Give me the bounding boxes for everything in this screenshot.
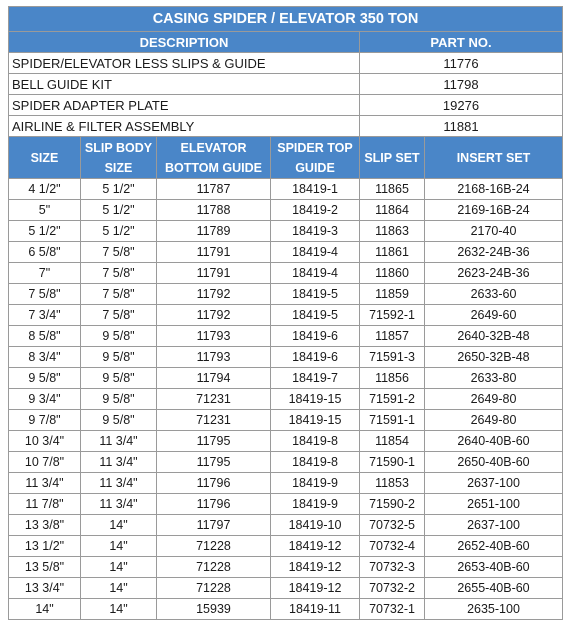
table-row (9, 389, 563, 410)
table-cell: 11796 (157, 494, 271, 515)
part-number: 11798 (360, 74, 563, 95)
table-row (9, 431, 563, 452)
part-number: 11881 (360, 116, 563, 137)
table-cell: 11854 (360, 431, 425, 452)
table-cell: 11863 (360, 221, 425, 242)
table-cell: 18419-8 (271, 452, 360, 473)
table-row (9, 368, 563, 389)
table-cell: 18419-4 (271, 263, 360, 284)
table-cell: 8 3/4" (9, 347, 81, 368)
table-cell: 11 7/8" (9, 494, 81, 515)
table-cell: 18419-15 (271, 410, 360, 431)
table-cell: 9 5/8" (81, 347, 157, 368)
table-row (9, 284, 563, 305)
table-cell: 11 3/4" (81, 452, 157, 473)
parts-sheet (8, 6, 562, 620)
table-cell: 5 1/2" (81, 200, 157, 221)
table-cell: 71590-2 (360, 494, 425, 515)
column-header: SIZE (9, 137, 81, 179)
table-row (9, 221, 563, 242)
table-cell: 2637-100 (425, 473, 563, 494)
table-row (9, 536, 563, 557)
table-cell: 11864 (360, 200, 425, 221)
table-cell: 71591-1 (360, 410, 425, 431)
table-cell: 71590-1 (360, 452, 425, 473)
table-cell: 5 1/2" (81, 179, 157, 200)
table-cell: 18419-12 (271, 536, 360, 557)
part-row (9, 116, 563, 137)
table-cell: 11 3/4" (81, 473, 157, 494)
table-cell: 14" (81, 515, 157, 536)
table-cell: 18419-1 (271, 179, 360, 200)
table-cell: 11 3/4" (81, 494, 157, 515)
table-row (9, 515, 563, 536)
part-description: BELL GUIDE KIT (9, 74, 360, 95)
table-cell: 6 5/8" (9, 242, 81, 263)
table-cell: 7 3/4" (9, 305, 81, 326)
table-title: CASING SPIDER / ELEVATOR 350 TON (9, 7, 563, 32)
table-cell: 11860 (360, 263, 425, 284)
table-cell: 2655-40B-60 (425, 578, 563, 599)
table-row (9, 242, 563, 263)
table-cell: 71231 (157, 410, 271, 431)
table-cell: 11853 (360, 473, 425, 494)
table-row (9, 494, 563, 515)
table-cell: 18419-9 (271, 473, 360, 494)
column-header: SLIP BODY SIZE (81, 137, 157, 179)
table-cell: 11793 (157, 326, 271, 347)
table-cell: 18419-12 (271, 578, 360, 599)
table-cell: 13 3/8" (9, 515, 81, 536)
table-cell: 2653-40B-60 (425, 557, 563, 578)
table-row (9, 263, 563, 284)
table-cell: 11794 (157, 368, 271, 389)
table-cell: 15939 (157, 599, 271, 620)
table-cell: 2650-32B-48 (425, 347, 563, 368)
table-cell: 2633-80 (425, 368, 563, 389)
part-description: SPIDER ADAPTER PLATE (9, 95, 360, 116)
table-cell: 14" (81, 578, 157, 599)
table-row (9, 473, 563, 494)
table-cell: 7 5/8" (81, 284, 157, 305)
table-cell: 71592-1 (360, 305, 425, 326)
table-cell: 9 5/8" (81, 389, 157, 410)
table-cell: 5 1/2" (9, 221, 81, 242)
table-cell: 5" (9, 200, 81, 221)
table-row (9, 200, 563, 221)
table-cell: 11856 (360, 368, 425, 389)
table-cell: 18419-12 (271, 557, 360, 578)
table-row (9, 452, 563, 473)
table-cell: 11795 (157, 431, 271, 452)
table-cell: 2632-24B-36 (425, 242, 563, 263)
table-cell: 7 5/8" (81, 263, 157, 284)
table-cell: 71591-2 (360, 389, 425, 410)
table-cell: 2649-80 (425, 410, 563, 431)
table-cell: 7" (9, 263, 81, 284)
table-cell: 13 3/4" (9, 578, 81, 599)
table-cell: 11788 (157, 200, 271, 221)
table-cell: 2169-16B-24 (425, 200, 563, 221)
table-cell: 11791 (157, 242, 271, 263)
table-cell: 18419-11 (271, 599, 360, 620)
table-row (9, 347, 563, 368)
part-description: SPIDER/ELEVATOR LESS SLIPS & GUIDE (9, 53, 360, 74)
table-cell: 11859 (360, 284, 425, 305)
table-cell: 70732-3 (360, 557, 425, 578)
table-cell: 71591-3 (360, 347, 425, 368)
column-header-row (9, 137, 563, 179)
table-cell: 18419-9 (271, 494, 360, 515)
table-cell: 18419-5 (271, 284, 360, 305)
table-cell: 70732-4 (360, 536, 425, 557)
table-cell: 71228 (157, 578, 271, 599)
table-cell: 11795 (157, 452, 271, 473)
part-number: 11776 (360, 53, 563, 74)
table-row (9, 599, 563, 620)
table-cell: 71228 (157, 536, 271, 557)
table-row (9, 179, 563, 200)
table-cell: 70732-5 (360, 515, 425, 536)
table-cell: 2633-60 (425, 284, 563, 305)
table-cell: 10 3/4" (9, 431, 81, 452)
table-cell: 18419-4 (271, 242, 360, 263)
table-cell: 14" (9, 599, 81, 620)
table-cell: 2623-24B-36 (425, 263, 563, 284)
table-cell: 9 3/4" (9, 389, 81, 410)
table-cell: 14" (81, 557, 157, 578)
part-no-header: PART NO. (360, 32, 563, 53)
table-cell: 71231 (157, 389, 271, 410)
part-row (9, 74, 563, 95)
table-cell: 11 3/4" (9, 473, 81, 494)
table-cell: 2640-40B-60 (425, 431, 563, 452)
table-cell: 14" (81, 599, 157, 620)
column-header: SLIP SET (360, 137, 425, 179)
table-cell: 18419-6 (271, 347, 360, 368)
part-number: 19276 (360, 95, 563, 116)
table-cell: 2652-40B-60 (425, 536, 563, 557)
table-cell: 11797 (157, 515, 271, 536)
table-cell: 11857 (360, 326, 425, 347)
table-cell: 11861 (360, 242, 425, 263)
table-cell: 11865 (360, 179, 425, 200)
column-header: INSERT SET (425, 137, 563, 179)
column-header: SPIDER TOP GUIDE (271, 137, 360, 179)
table-cell: 18419-2 (271, 200, 360, 221)
table-cell: 2635-100 (425, 599, 563, 620)
table-row (9, 410, 563, 431)
table-cell: 10 7/8" (9, 452, 81, 473)
table-cell: 70732-2 (360, 578, 425, 599)
table-cell: 2170-40 (425, 221, 563, 242)
table-cell: 9 5/8" (81, 368, 157, 389)
table-cell: 2637-100 (425, 515, 563, 536)
table-cell: 18419-15 (271, 389, 360, 410)
table-cell: 9 5/8" (9, 368, 81, 389)
table-cell: 13 1/2" (9, 536, 81, 557)
table-row (9, 305, 563, 326)
table-cell: 18419-7 (271, 368, 360, 389)
table-cell: 11791 (157, 263, 271, 284)
table-cell: 14" (81, 536, 157, 557)
table-cell: 13 5/8" (9, 557, 81, 578)
table-cell: 2651-100 (425, 494, 563, 515)
column-header: ELEVATOR BOTTOM GUIDE (157, 137, 271, 179)
table-cell: 11789 (157, 221, 271, 242)
table-row (9, 326, 563, 347)
table-cell: 11793 (157, 347, 271, 368)
table-cell: 7 5/8" (81, 305, 157, 326)
table-cell: 2640-32B-48 (425, 326, 563, 347)
table-cell: 2650-40B-60 (425, 452, 563, 473)
table-cell: 71228 (157, 557, 271, 578)
table-cell: 11787 (157, 179, 271, 200)
table-cell: 2168-16B-24 (425, 179, 563, 200)
part-row (9, 95, 563, 116)
table-cell: 18419-8 (271, 431, 360, 452)
table-cell: 2649-80 (425, 389, 563, 410)
part-description: AIRLINE & FILTER ASSEMBLY (9, 116, 360, 137)
table-cell: 18419-6 (271, 326, 360, 347)
table-row (9, 578, 563, 599)
table-row (9, 557, 563, 578)
table-cell: 7 5/8" (9, 284, 81, 305)
description-header: DESCRIPTION (9, 32, 360, 53)
table-cell: 11 3/4" (81, 431, 157, 452)
table-cell: 9 5/8" (81, 326, 157, 347)
table-cell: 5 1/2" (81, 221, 157, 242)
table-cell: 70732-1 (360, 599, 425, 620)
table-cell: 11796 (157, 473, 271, 494)
table-cell: 18419-10 (271, 515, 360, 536)
table-cell: 2649-60 (425, 305, 563, 326)
table-cell: 7 5/8" (81, 242, 157, 263)
table-cell: 18419-3 (271, 221, 360, 242)
table-cell: 8 5/8" (9, 326, 81, 347)
spider-elevator-table (8, 6, 563, 620)
table-cell: 18419-5 (271, 305, 360, 326)
part-row (9, 53, 563, 74)
table-cell: 11792 (157, 284, 271, 305)
table-cell: 9 7/8" (9, 410, 81, 431)
table-cell: 9 5/8" (81, 410, 157, 431)
table-cell: 4 1/2" (9, 179, 81, 200)
table-cell: 11792 (157, 305, 271, 326)
